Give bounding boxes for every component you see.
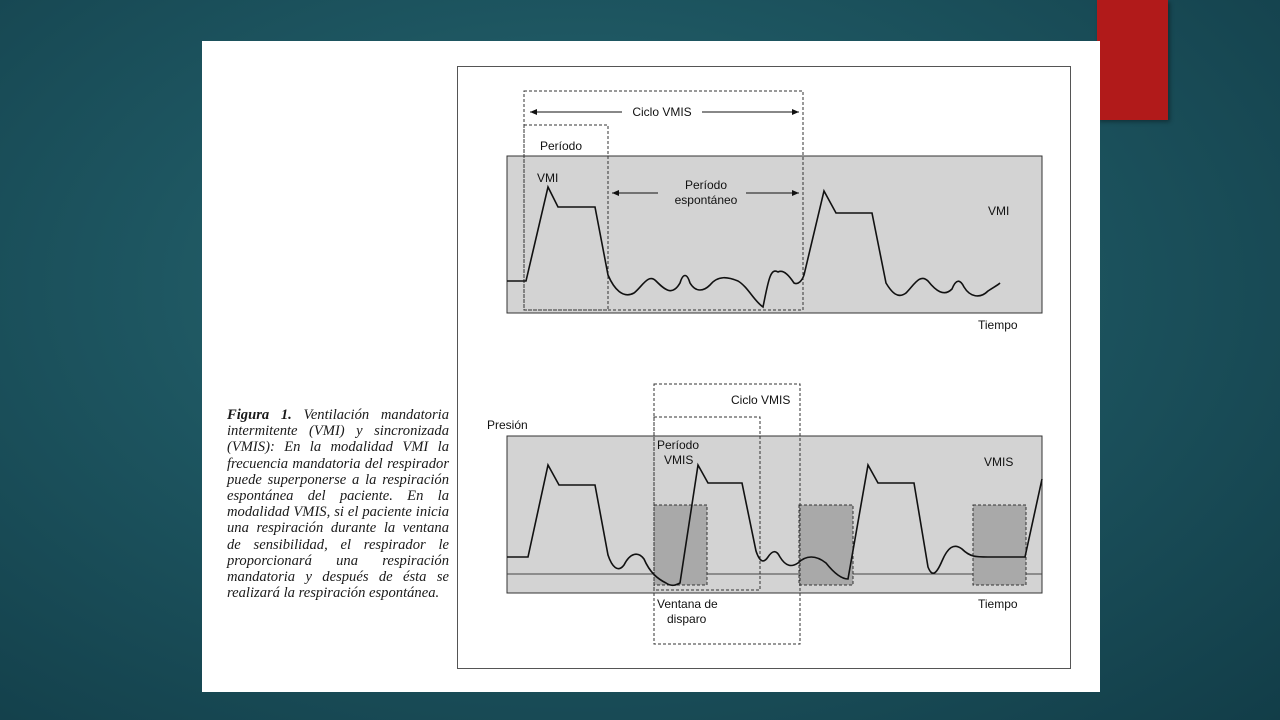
- figure-frame: [457, 66, 1071, 669]
- pressure-label: Presión: [487, 418, 528, 432]
- vmis-cycle-label: Ciclo VMIS: [731, 393, 791, 407]
- vmis-period-label-1: Período: [657, 438, 700, 452]
- vmi-mode-label: VMI: [988, 204, 1010, 218]
- figure-label: Figura 1.: [227, 407, 292, 423]
- vmi-time-label: Tiempo: [978, 318, 1018, 332]
- figure-caption: [227, 407, 449, 601]
- vmis-plot-area: [507, 436, 1042, 593]
- vmis-mode-label: VMIS: [984, 455, 1014, 469]
- vmi-inner-label: VMI: [537, 171, 559, 185]
- vmi-plot-area: [507, 156, 1042, 313]
- spont-label-2: espontáneo: [674, 193, 738, 207]
- trigger-label-2: disparo: [667, 612, 707, 626]
- vmis-period-label-2: VMIS: [664, 453, 694, 467]
- accent-bar: [1097, 0, 1168, 120]
- trigger-label-1: Ventana de: [657, 597, 718, 611]
- vmi-cycle-label: Ciclo VMIS: [632, 105, 692, 119]
- trigger-window-2: [799, 505, 853, 585]
- trigger-window-1: [654, 505, 707, 585]
- caption-text: Ventilación mandatoria intermitente (VMI) y sincronizada (VMIS): En la modalidad VMI la frecuencia mandatoria del respirador puede superponerse a la respiración espontánea del paciente. En la modalidad VMIS, si el paciente inicia una respiración durante la ventana de sensibilidad, el respirador le proporcionará una respiración mandatoria y después de ésta se realizará la respiración espontánea.: [227, 407, 449, 602]
- slide-card: [202, 41, 1100, 692]
- vmi-period-label: Período: [540, 139, 583, 153]
- vmis-time-label: Tiempo: [978, 597, 1018, 611]
- ventilation-diagram: [458, 67, 1072, 670]
- trigger-window-3: [973, 505, 1026, 585]
- spont-label-1: Período: [684, 178, 728, 192]
